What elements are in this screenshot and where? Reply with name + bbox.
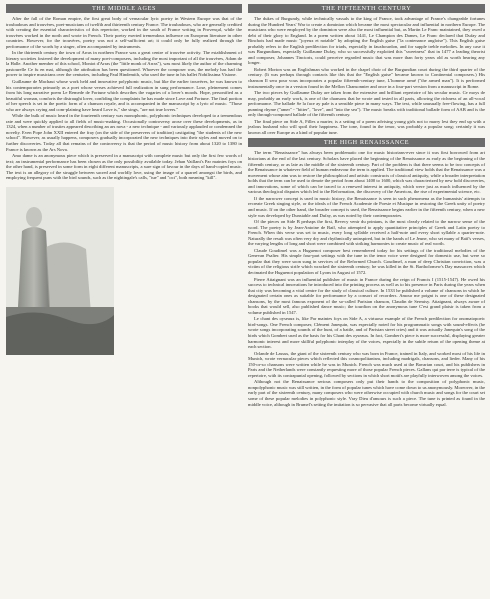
fifteenth-century-header: THE FIFTEENTH CENTURY	[248, 4, 485, 13]
paragraph: Amo dame is an anonymous piece which is preserved in a manuscript with complete music but only the first few words of text; an instrumental performance has been chosen as the only possibility available today. Jehan Vaillant's Par maintes foys on the other hand, is preserved in some form in eight different manuscripts, a sure sign of favour in the days of hand-copied music. The text is an allegory of the struggle between sacred and worldly love, using the image of a quarrel amongst the birds, and employing frequent puns with the bird sounds, such as the nightingale's calls, "tue" and "oci", both meaning "kill".	[6, 153, 242, 181]
paragraph: In the thirteenth century the town of Arras in northern France was a great centre of trouvère activity. The establishment of literary societies fostered the development of many poet-composers, including the most important of all the trouvères, Adam de la Halle. Another member of this school, Moniot d'Arras (the "little monk of Arras"), was most likely the author of the charming pastourelle Ce fu en mai, although the attribution has been questioned. Whoever the composer was, the melody has had the power to inspire musicians over the centuries, including Paul Hindemith, who used the tune in his ballet Nobilissima Visione.	[6, 50, 242, 78]
statue-figure-drawing	[6, 187, 114, 355]
middle-ages-header: THE MIDDLE AGES	[6, 4, 242, 13]
paragraph: Le chant des oyseaux is, like Par maintes foys on Side A, a virtuoso example of the French predilection for onomatopoeic bird-songs. One French composer, Clément Janequin, was especially noted for his programmatic songs with sound-effects (he wrote songs incorporating sounds of the hunt, of a battle, and of Parisian street cries) and it was actually Janequin's song of the birds which Gombert used as the basis for his Chant des oyseaux. In fact, Gombert's piece is more successful, displaying greater harmonic interest and more skillful polyphonic interplay of the voices, especially in the subtle return of the opening theme at each section.	[248, 316, 485, 350]
paragraph: The final piece on Side A, Filles a marier, is a setting of a poem advising young girls not to marry lest they end up with a jealous husband who will spoil their happiness. The tone, found in the tenor, was probably a popular song; certainly it was known all over Europe as a kind of popular tune.	[248, 118, 485, 135]
illustration-row	[6, 182, 242, 355]
paragraph: Orlande de Lassus, the giant of the sixteenth century who was born in France, trained in Italy, and worked most of his life in Munich, wrote vernacular pieces which reflected this cosmopolitanism, including madrigals, chansons, and lieder. Many of his 150-or-so chansons were written while he was in Munich. French was much used at the Bavarian court, and his publishers in Paris and the Netherlands were constantly requesting more of those popular French pieces. Gallans qui par terre is typical of the repertoire, with its contrapuntal opening, followed by sections in which short motifs are playfully interwoven among the voices.	[248, 350, 485, 378]
right-column	[248, 4, 485, 408]
paragraph: Guillaume de Machaut whose work held and innovative polyphonic music, but like the earlier trouvères, he was known to his contemporaries primarily as a poet whose verses achieved full realization in sung performance. Lose, pleinement comes from his long narrative poem Le Remede de Fortune which describes the vagaries of a lover's moods. Hope, personified as a beautiful woman, comforts the distraught lover, confiding the complaints he has made since Love and Fortune. The final portion of her speech is set in the poetic form of a chanson royale, and is accompanied in the manuscript by a lyric of music. "Those who are always crying and com-plaining have heard Love is," she sings, "are not true lovers."	[6, 79, 242, 112]
paragraph: Claude Goudimel was a Huguenot composer best remembered today for his settings of the traditional melodies of the Genevan Psalter. His simple four-part settings with the tune in the tenor voice were designed for domestic use, but were so popular that they were soon sung in services of the Reformed Church. Goudimel, a man of deep Christian conviction, was a victim of the religious strife which wracked the sixteenth century; he was killed in the St. Bartholomew's Day massacres which decimated the Huguenot population of Lyons in August of 1572.	[248, 247, 485, 275]
paragraph: Of the pieces on Side B perhaps the first, Revecy venir du printans, is the most clearly related to the narrow sense of the word. The poetry is by Jean-Antoine de Baïf, who attempted to apply quantitative principles of Greek and Latin poetry to French. When this verse was set to music, every long syllable received a half-note and every short syllable a quarter-note. Naturally the result was often very dry and rhythmically uninspired, but in the hands of Le Jeune, who set many of Baïf's verses, the varying lengths of long and short were combined with striking harmonies to create music of real worth.	[248, 219, 485, 247]
paragraph: Although not the Renaissance serious composers only put their hands to the composition of polyphonic music, nonpolyphonic music was still written, in the form of popular tunes which have come down to us anonymously. Moreover, in the early part of the sixteenth century, many composers who were otherwise occupied with church music and songs for the court set some of these popular melodies in polyphonic style. Vray Dieu d'amours is such a piece. The tune is printed as found in the middle voice, although in Brumel's setting the imitation is so pervasive that all parts become virtually equal.	[248, 379, 485, 407]
paragraph: Pierre Attaignant was an influential publisher of music in France during the reign of Francis I (1515-1547). He owed his success to technical innovations he introduced into the printing process as well as to his presence in Paris during the years when that city was becoming a vital centre for the study of classical culture. In 1533 he published a volume of chansons in which he designated certain ones as suitable for performance by a consort of recorders. Amour me poignt is one of these designated chansons, by the most famous exponent of the so-called Parisian chanson, Claudin de Sermisy. Attaignant, always aware of books that would sell, also published dance music; the tourdion on the anonymous tune C'est grand plaisir is taken from a volume published in 1547.	[248, 276, 485, 315]
high-renaissance-header: THE HIGH RENAISSANCE	[248, 138, 485, 147]
paragraph: Robert Morton was an Englishman who worked in the chapel choir of the Burgundian court during the third quarter of the century. (It was perhaps through contacts like this that the "English guise" became known to Continental composers.) His chanson Il sera pour vous incorporates a popular fifteenth-century tune, L'homme armé ("the armed man"). It is performed instrumentally once in a version found in the Mellon Chansonnier and once in a four-part version from a manuscript in Rome.	[248, 66, 485, 89]
paragraph: If the narrower concept is used in music history, the Renaissance is seen in such phenomena as the humanists' attempts to recreate Greek singing style, or the ideals of the French Academie de Poesie et Musique in restoring the Greek unity of poetry and music. If on the other hand, the broader concept is used, the Renaissance begins earlier in the fifteenth century, when a new style was developed by Dunstable and Dufay, as was noted by their contemporaries.	[248, 195, 485, 218]
paragraph: The dukes of Burgundy, while technically vassals to the king of France, took advantage of France's changeable fortunes during the Hundred Years' War to create a dominion which became the most spectacular and influential in northern Europe. The musicians who were employed by the dominion were also the most influential but, as Martin Le Franc maintained, they owed a debt of their glory to England. In a poem written about 1441, Le Champion des Dames, Le Franc declared that Dufay and Binchois had made music "joyeux et notable" by adopting the English guise ("la contenance angloise"). This English guise probably refers to the English predilection for triads, especially in fauxbourdon, and for supple treble melodies. In any case it was Burgundians, especially Guillaume Dufay, who so successfully exploited this "sweetness" that in 1477 a leading theorist and composer, Johannes Tinctoris, could perceive regarded music that was more than forty years old as worth hearing any longer.	[248, 16, 485, 66]
left-column	[6, 4, 242, 355]
paragraph: The two pieces by Guillaume Dufay are taken from the extensive and brilliant repertoire of his secular music. Ce moys de may, probably an early work, is one of the chansons that he wrote and tested in all parts, allowing the richness of an all-vocal performance. The ballade Se la face ay pale is a sensible piece in many ways. The text, while unusually free-flowing, has a full punning rhyme ("amer" - "bitter", "love", and "into the sea"). The music breaks with traditional ballade form of AAB and is the only through-composed ballade of the fifteenth century.	[248, 90, 485, 118]
paragraph: While the bulk of music heard in the fourteenth century was monophonic, polyphonic techniques developed to a tremendous rate and were quickly applied to all fields of music-making. Occasionally controversy arose over these developments, as in 1324, when a number of trusties appeared describing an ars nova - a new technique - and variously applauded or condemned the novelty. Even Pope John XXII entered the fray (on the side of the preservers of tradition) castigating "the students of the new school". However, as usually happens, composers gradually incorporated the new techniques into their styles and moved on to further discoveries. Today all that remains of the controversy is that the period of music history from about 1320 to 1380 in France is known as the Ars Nova.	[6, 113, 242, 152]
paragraph: The term "Renaissance" has always been problematic one for music historians-ever since it was first borrowed from art historians at the end of the last century. Scholars have placed the beginning of the Renaissance as early as the beginning of the fifteenth century, or as late as the middle of the sixteenth century. Part of the problem is that there seems to be two concepts of the Renaissance in whatever field of human endeavour the term is applied. The traditional view holds that the Renaissance was a movement whose aim was to restore the philosophical and artistic constructs of classical antiquity, while a broader interpretation holds that the term can be used to denote the period from about 1400 to 1600, which was characterized by new bold discoveries, and innovations, some of which can be traced to a renewed interest in antiquity, which were just as much influenced by the various theological disputes which led to the Reformation, the discovery of the Americas, the rise of experimental science, etc.	[248, 150, 485, 195]
paragraph: After the fall of the Roman empire, the first great body of vernacular lyric poetry in Western Europe was that of the troubadours and trouvères, poet-musicians of twelfth and thirteenth century France. The troubadours, who are generally credited with creating the essential characteristics of this repertoire, worked in the south of France writing in Provençal, while the trouvères worked in the north and wrote in French. Their poetry exerted tremendous influence on European literature in other countries. However, for the trouvères, poetry was not a self-sufficient art; it could only be fully realized through the performance of the words by a singer, often accompanied by instruments.	[6, 16, 242, 49]
statue-photograph	[6, 187, 114, 355]
